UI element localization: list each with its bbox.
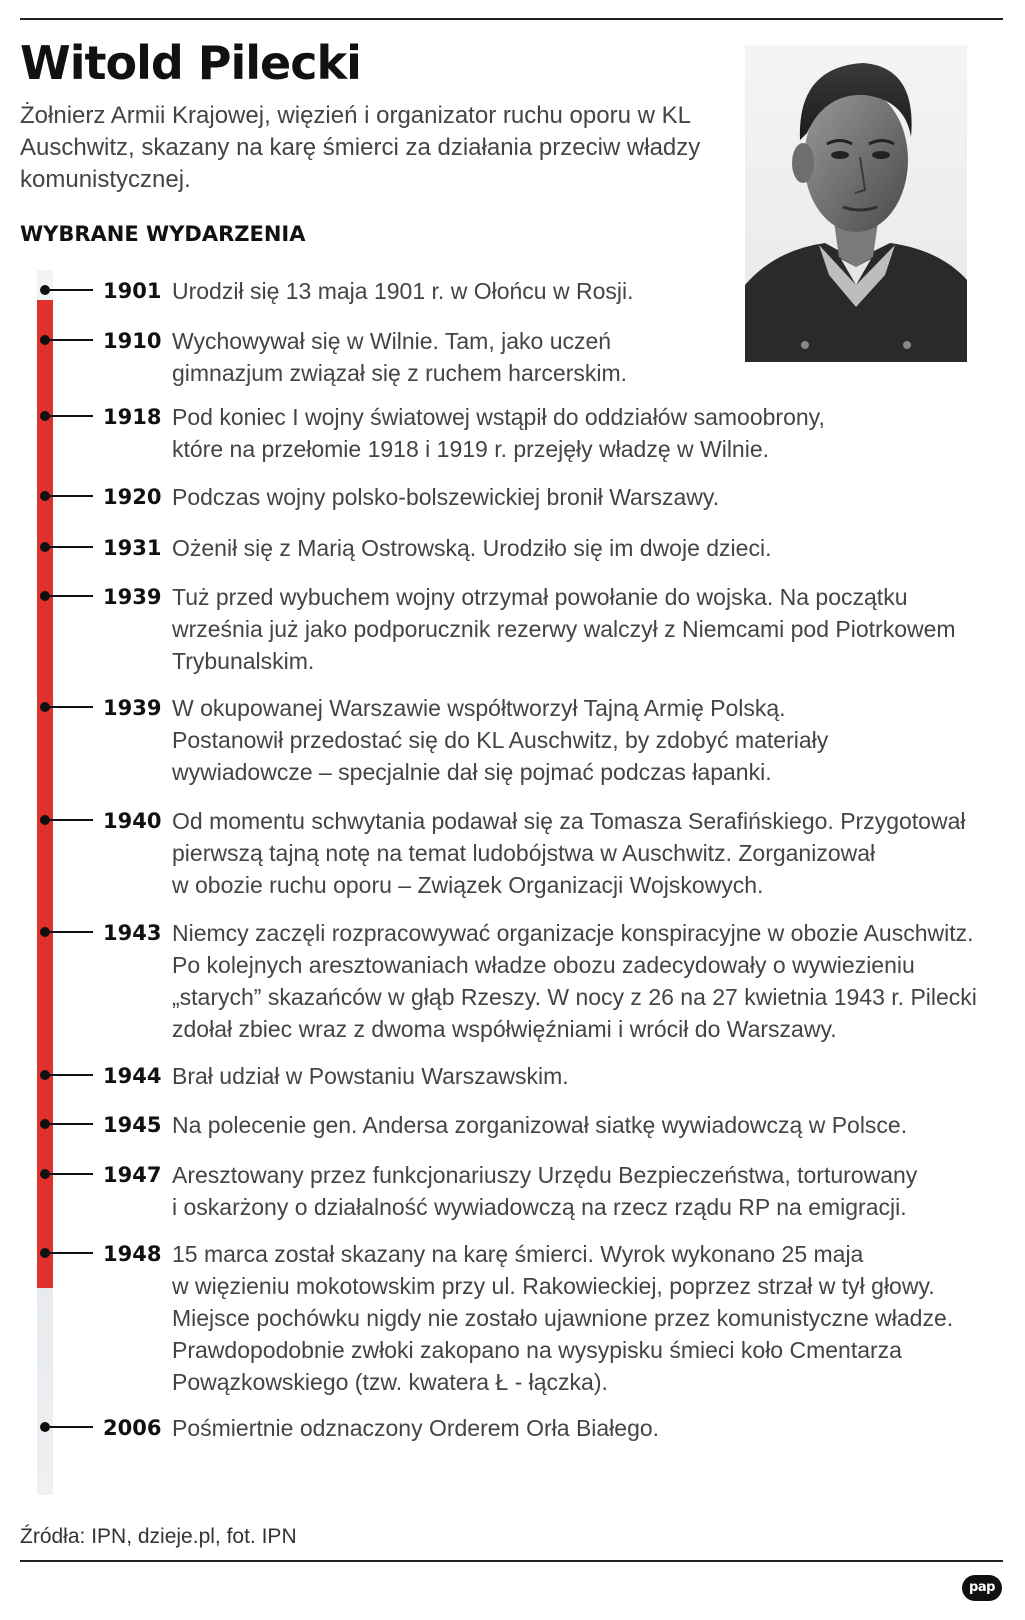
event-year: 1948 bbox=[103, 1242, 162, 1266]
event-description: Brał udział w Powstaniu Warszawskim. bbox=[172, 1063, 569, 1089]
timeline-connector bbox=[50, 495, 93, 497]
timeline-connector bbox=[50, 1252, 93, 1254]
timeline-connector bbox=[50, 1426, 93, 1428]
event-year: 1901 bbox=[103, 279, 162, 303]
event-year: 1918 bbox=[103, 405, 162, 429]
event-description: Pod koniec I wojny światowej wstąpił do oddziałów samoobrony, które na przełomie 1918 i 1919 r. przejęły władzę w Wilnie. bbox=[172, 404, 825, 462]
section-label: WYBRANE WYDARZENIA bbox=[20, 222, 306, 246]
event-year: 1945 bbox=[103, 1113, 162, 1137]
portrait-photo bbox=[745, 45, 967, 362]
timeline-connector bbox=[50, 1123, 93, 1125]
timeline-connector bbox=[50, 339, 93, 341]
timeline-connector bbox=[50, 1074, 93, 1076]
timeline-dot bbox=[40, 1119, 50, 1129]
event-year: 1944 bbox=[103, 1064, 162, 1088]
timeline-dot bbox=[40, 1248, 50, 1258]
timeline-dot bbox=[40, 491, 50, 501]
timeline-dot bbox=[40, 927, 50, 937]
timeline-dot bbox=[40, 411, 50, 421]
event-description: Wychowywał się w Wilnie. Tam, jako uczeń gimnazjum związał się z ruchem harcerskim. bbox=[172, 328, 628, 386]
event-description: Od momentu schwytania podawał się za Tomasza Serafińskiego. Przygotował pierwszą tajną notę na temat ludobójstwa w Auschwitz. Zorganizował w obozie ruchu oporu – Związek Organizacji Wojskowych. bbox=[172, 808, 966, 898]
event-year: 1920 bbox=[103, 485, 162, 509]
event-description: Na polecenie gen. Andersa zorganizował siatkę wywiadowczą w Polsce. bbox=[172, 1112, 908, 1138]
timeline-connector bbox=[50, 595, 93, 597]
sources-note: Źródła: IPN, dzieje.pl, fot. IPN bbox=[20, 1525, 297, 1548]
event-description: Aresztowany przez funkcjonariuszy Urzędu Bezpieczeństwa, torturowany i oskarżony o działalność wywiadowczą na rzecz rządu RP na emigracji. bbox=[172, 1162, 918, 1220]
bottom-rule bbox=[20, 1560, 1003, 1562]
event-year: 2006 bbox=[103, 1416, 162, 1440]
timeline-connector bbox=[50, 1173, 93, 1175]
event-year: 1947 bbox=[103, 1163, 162, 1187]
event-description: Podczas wojny polsko-bolszewickiej bronił Warszawy. bbox=[172, 484, 720, 510]
event-year: 1910 bbox=[103, 329, 162, 353]
timeline-lifespan-bar bbox=[37, 300, 53, 1288]
timeline-dot bbox=[40, 1169, 50, 1179]
timeline-connector bbox=[50, 706, 93, 708]
event-year: 1943 bbox=[103, 921, 162, 945]
timeline-connector bbox=[50, 931, 93, 933]
event-description: Tuż przed wybuchem wojny otrzymał powołanie do wojska. Na początku września już jako podporucznik rezerwy walczył z Niemcami pod Piotrkowem Trybunalskim. bbox=[172, 584, 956, 674]
timeline-dot bbox=[40, 1422, 50, 1432]
timeline-connector bbox=[50, 289, 93, 291]
page-title: Witold Pilecki bbox=[20, 36, 361, 90]
event-description: 15 marca został skazany na karę śmierci. Wyrok wykonano 25 maja w więzieniu mokotowskim przy ul. Rakowieckiej, poprzez strzał w tył głowy. Miejsce pochówku nigdy nie zostało ujawnione przez komunistyczne władze. Prawdopodobnie zwłoki zakopano na wysypisku śmieci koło Cmentarza Powązkowskiego (tzw. kwatera Ł - łączka). bbox=[172, 1241, 954, 1395]
timeline-connector bbox=[50, 546, 93, 548]
top-rule bbox=[20, 18, 1003, 20]
timeline-dot bbox=[40, 702, 50, 712]
timeline-dot bbox=[40, 335, 50, 345]
event-description: Pośmiertnie odznaczony Orderem Orła Białego. bbox=[172, 1415, 660, 1441]
timeline-dot bbox=[40, 542, 50, 552]
timeline-dot bbox=[40, 285, 50, 295]
timeline-connector bbox=[50, 819, 93, 821]
event-description: Ożenił się z Marią Ostrowską. Urodziło się im dwoje dzieci. bbox=[172, 535, 772, 561]
event-year: 1940 bbox=[103, 809, 162, 833]
event-description: W okupowanej Warszawie współtworzył Tajną Armię Polską. Postanowił przedostać się do KL Auschwitz, by zdobyć materiały wywiadowcze – specjalnie dał się pojmać podczas łapanki. bbox=[172, 695, 829, 785]
subtitle: Żołnierz Armii Krajowej, więzień i organizator ruchu oporu w KL Auschwitz, skazany na karę śmierci za działania przeciw władzy komunistycznej. bbox=[20, 102, 701, 193]
pap-logo: pap bbox=[962, 1575, 1002, 1601]
event-description: Niemcy zaczęli rozpracowywać organizacje konspiracyjne w obozie Auschwitz. Po kolejnych aresztowaniach władze obozu zadecydowały o wywiezieniu „starych” skazańców w głąb Rzeszy. W nocy z 26 na 27 kwietnia 1943 r. Pilecki zdołał zbiec wraz z dwoma współwięźniami i wrócił do Warszawy. bbox=[172, 920, 977, 1042]
timeline-connector bbox=[50, 415, 93, 417]
timeline-dot bbox=[40, 1070, 50, 1080]
event-year: 1939 bbox=[103, 696, 162, 720]
event-year: 1939 bbox=[103, 585, 162, 609]
event-description: Urodził się 13 maja 1901 r. w Ołońcu w Rosji. bbox=[172, 278, 634, 304]
event-year: 1931 bbox=[103, 536, 162, 560]
timeline-dot bbox=[40, 591, 50, 601]
timeline-dot bbox=[40, 815, 50, 825]
